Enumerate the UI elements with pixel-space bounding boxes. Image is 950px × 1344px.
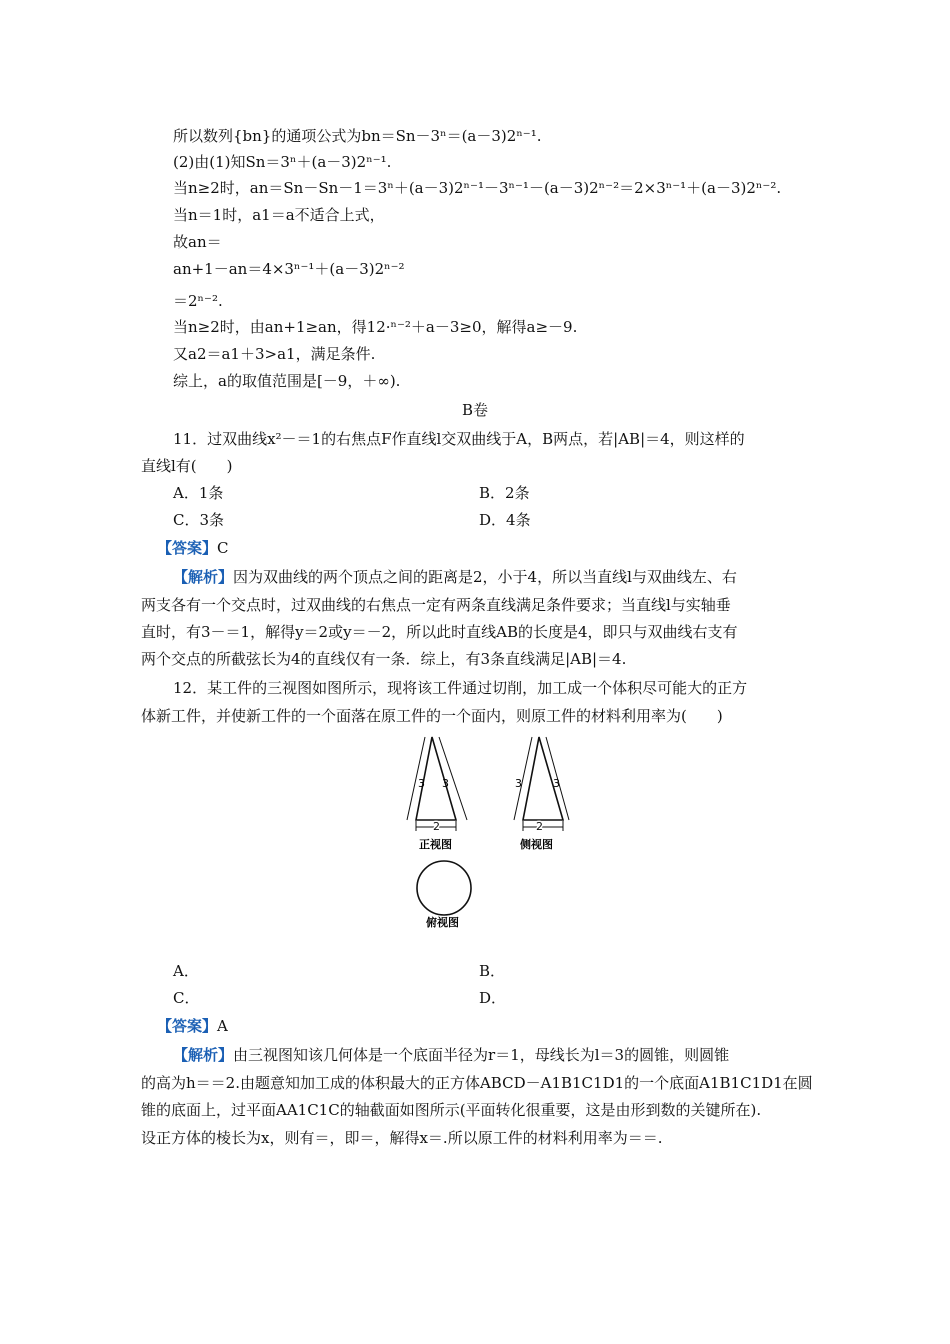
analysis-line: 两支各有一个交点时，过双曲线的右焦点一定有两条直线满足条件要求；当直线l与实轴垂 [141,596,731,614]
three-view-figure [395,732,570,928]
text-line: 当n≥2时，an＝Sn－Sn－1＝3ⁿ＋(a－3)2ⁿ⁻¹－3ⁿ⁻¹－(a－3)2ⁿ⁻²＝2×3ⁿ⁻¹＋(a－3)2ⁿ⁻². [173,179,782,197]
front-base: 2 [433,820,440,833]
front-view-label: 正视图 [419,838,452,851]
option-c: C．3条 [173,511,225,529]
top-view-label: 俯视图 [426,916,459,928]
front-view [407,737,467,831]
section-title: B卷 [461,401,489,419]
analysis-line [173,1045,729,1065]
text-line: 当n≥2时，由an+1≥an，得12·ⁿ⁻²＋a－3≥0，解得a≥－9. [173,318,578,336]
side-base: 2 [536,820,543,833]
text-line: an+1－an＝4×3ⁿ⁻¹＋(a－3)2ⁿ⁻² [173,260,405,278]
top-view-circle [417,861,471,915]
side-view [514,737,569,831]
front-slant-right: 3 [442,777,449,790]
answer-tag: 【答案】 [157,539,218,557]
text-line: (2)由(1)知Sn＝3ⁿ＋(a－3)2ⁿ⁻¹. [173,153,392,171]
text-line: 故an＝ [173,233,222,251]
front-slant-left: 3 [418,777,425,790]
analysis-line: 两个交点的所截弦长为4的直线仅有一条．综上，有3条直线满足|AB|＝4. [141,650,627,668]
question-12-stem: 体新工件，并使新工件的一个面落在原工件的一个面内，则原工件的材料利用率为( ) [141,707,723,725]
side-slant-right: 3 [553,777,560,790]
analysis-text: 由三视图知该几何体是一个底面半径为r＝1，母线长为l＝3的圆锥，则圆锥 [233,1046,730,1064]
option-c: C． [173,989,200,1007]
question-11-stem: 直线l有( ) [141,457,233,475]
option-d: D．4条 [479,511,531,529]
question-12-stem: 12．某工件的三视图如图所示，现将该工件通过切削，加工成一个体积尽可能大的正方 [173,679,748,697]
question-11-stem: 11．过双曲线x²－＝1的右焦点F作直线l交双曲线于A，B两点，若|AB|＝4，则这样的 [173,430,745,448]
analysis-line: 锥的底面上，过平面AA1C1C的轴截面如图所示(平面转化很重要，这是由形到数的关键所在). [141,1101,762,1119]
text-line: 所以数列{bn}的通项公式为bn＝Sn－3ⁿ＝(a－3)2ⁿ⁻¹. [173,127,542,145]
option-b: B．2条 [479,484,530,502]
side-view-label: 侧视图 [520,838,553,851]
option-a: A．1条 [173,484,224,502]
analysis-text: 因为双曲线的两个顶点之间的距离是2，小于4，所以当直线l与双曲线左、右 [233,568,737,586]
answer-value: C [217,539,229,557]
analysis-line: 直时，有3－＝1，解得y＝2或y＝－2，所以此时直线AB的长度是4，即只与双曲线右支有 [141,623,738,641]
text-line: 综上，a的取值范围是[－9，＋∞). [173,372,401,390]
analysis-tag: 【解析】 [173,1046,234,1064]
text-line: ＝2ⁿ⁻². [173,292,223,310]
option-d: D． [479,989,507,1007]
side-slant-left: 3 [515,777,522,790]
answer-line [157,538,229,558]
analysis-line [173,567,737,587]
option-a: A． [173,962,199,980]
option-b: B． [479,962,506,980]
answer-tag: 【答案】 [157,1017,218,1035]
analysis-line: 设正方体的棱长为x，则有＝，即＝，解得x＝.所以原工件的材料利用率为＝＝. [141,1129,663,1147]
answer-value: A [217,1017,228,1035]
analysis-line: 的高为h＝＝2.由题意知加工成的体积最大的正方体ABCD－A1B1C1D1的一个底面A1B1C1D1在圆 [141,1074,813,1092]
analysis-tag: 【解析】 [173,568,234,586]
answer-line [157,1016,228,1036]
text-line: 当n＝1时，a1＝a不适合上式， [173,206,385,224]
text-line: 又a2＝a1＋3>a1，满足条件. [173,345,376,363]
